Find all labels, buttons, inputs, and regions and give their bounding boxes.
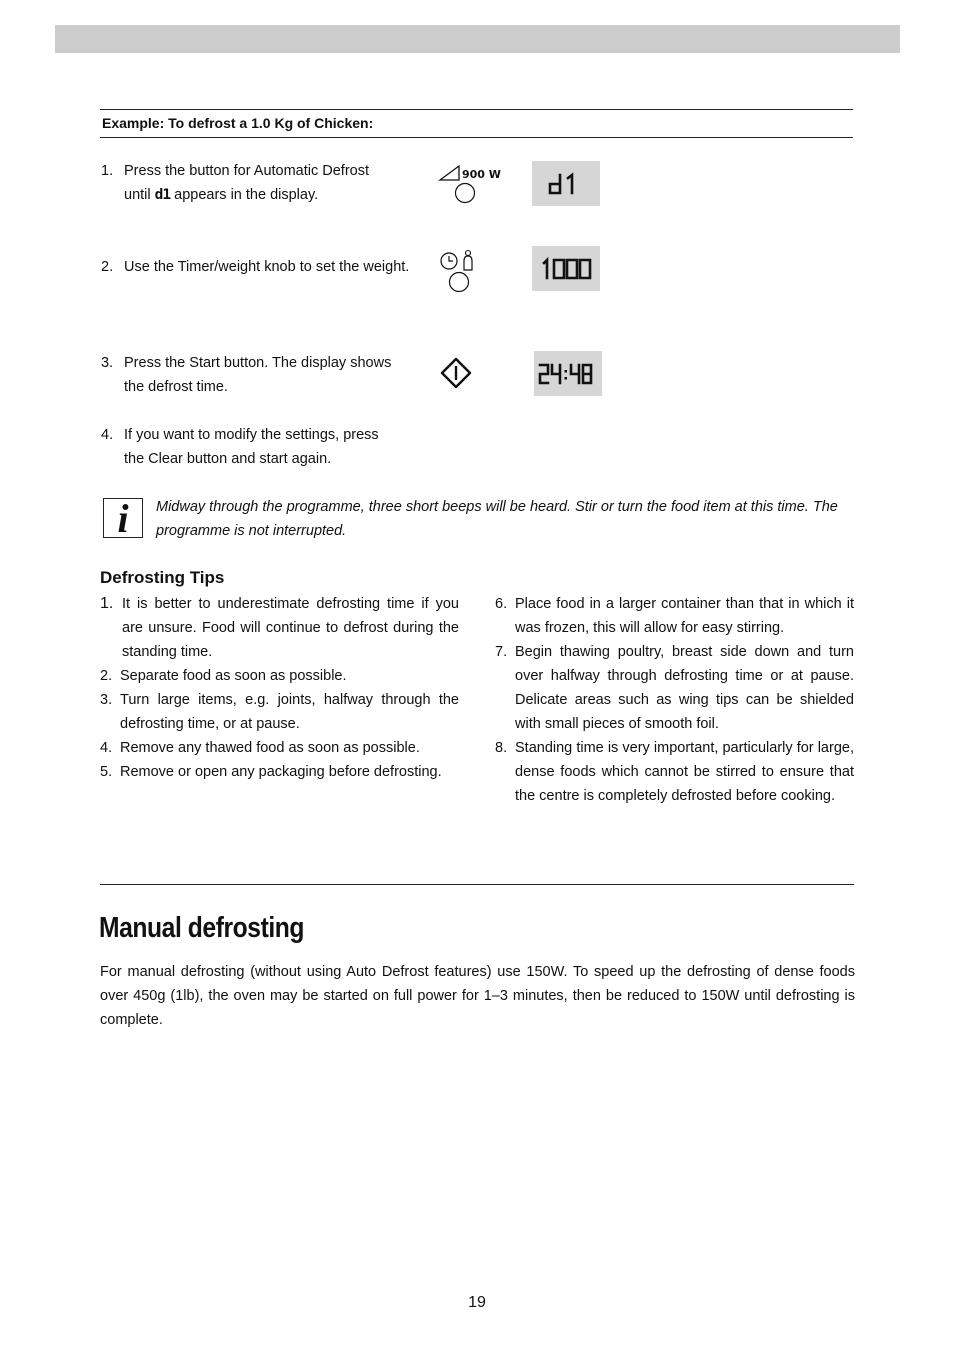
tip-number: 3.	[100, 692, 113, 708]
section-divider	[100, 884, 854, 885]
info-note: Midway through the programme, three short beeps will be heard. Stir or turn the food item at this time. The programme is not interrupted.	[156, 499, 838, 539]
step-text-line-1: Press the button for Automatic Defrost	[124, 163, 370, 179]
display-readout	[546, 172, 586, 196]
tip-number: 1.	[100, 595, 114, 612]
display-readout	[540, 257, 592, 281]
example-title: Example: To defrost a 1.0 Kg of Chicken:	[102, 115, 374, 131]
step-text: Use the Timer/weight knob to set the weight.	[124, 259, 410, 275]
step-number: 2.	[101, 259, 114, 275]
tip-number: 5.	[100, 764, 113, 780]
timer-weight-knob[interactable]	[438, 248, 482, 294]
header-bar	[55, 25, 900, 53]
step-2	[101, 255, 431, 285]
step-text	[124, 159, 424, 207]
tip-text: Separate food as soon as possible.	[120, 668, 347, 684]
start-button[interactable]	[440, 357, 472, 389]
step-3	[101, 351, 431, 401]
tip-text: Remove any thawed food as soon as possible.	[120, 740, 420, 756]
tip-item	[100, 664, 459, 688]
tip-item	[495, 640, 854, 736]
tip-text: Remove or open any packaging before defrosting.	[120, 764, 442, 780]
example-bottom-rule	[100, 137, 853, 138]
tip-text: Standing time is very important, particularly for large, dense foods which cannot be stirred to ensure that the centre is completely defrosted before cooking.	[515, 740, 854, 804]
step-text: If you want to modify the settings, press the Clear button and start again.	[124, 427, 379, 467]
power-label: 900 W	[462, 168, 501, 181]
tips-left-column	[100, 592, 459, 784]
tip-text: Turn large items, e.g. joints, halfway through the defrosting time, or at pause.	[120, 692, 459, 732]
start-icon	[440, 357, 472, 389]
manual-defrosting-text: For manual defrosting (without using Auto Defrost features) use 150W. To speed up the defrosting of dense foods over 450g (1lb), the oven may be started on full power for 1–3 minutes, then be reduced to 150W until defrosting is complete.	[100, 964, 855, 1028]
step-number: 3.	[101, 355, 114, 371]
info-icon: i	[103, 498, 143, 538]
tip-item	[100, 688, 459, 736]
step-number: 4.	[101, 427, 114, 443]
tips-heading: Defrosting Tips	[100, 568, 225, 587]
step-number: 1.	[101, 163, 114, 179]
tip-item	[100, 736, 459, 760]
tip-text: Begin thawing poultry, breast side down and turn over halfway through defrosting time or at pause. Delicate areas such as wing tips can be shielded with small pieces of smooth foil.	[515, 644, 854, 732]
tips-right-column	[495, 592, 854, 808]
tip-text: Place food in a larger container than that in which it was frozen, this will allow for easy stirring.	[515, 596, 854, 636]
display-code-inline: d1	[154, 187, 171, 203]
display-24-48	[534, 351, 602, 396]
tip-item	[495, 592, 854, 640]
step-text-before-code: until	[124, 187, 151, 203]
tip-text: It is better to underestimate defrosting time if you are unsure. Food will continue to defrost during the standing time.	[122, 596, 459, 660]
step-4	[101, 423, 431, 473]
auto-defrost-button[interactable]	[438, 163, 504, 205]
step-1	[101, 159, 431, 209]
tip-item	[100, 592, 459, 664]
display-d1	[532, 161, 600, 206]
tip-number: 2.	[100, 668, 113, 684]
step-text-after-code: appears in the display.	[174, 187, 319, 203]
example-top-rule	[100, 109, 853, 110]
tip-item	[495, 736, 854, 808]
display-readout	[537, 362, 599, 386]
step-text-line-2	[124, 183, 424, 207]
tip-number: 7.	[495, 644, 508, 660]
display-1000	[532, 246, 600, 291]
step-text: Press the Start button. The display shows the defrost time.	[124, 355, 392, 395]
page-number: 19	[468, 1294, 486, 1311]
tip-number: 8.	[495, 740, 508, 756]
timer-weight-icon	[438, 248, 482, 294]
tip-item	[100, 760, 459, 784]
tip-number: 6.	[495, 596, 508, 612]
tip-number: 4.	[100, 740, 113, 756]
manual-defrosting-heading: Manual defrosting	[99, 912, 305, 944]
